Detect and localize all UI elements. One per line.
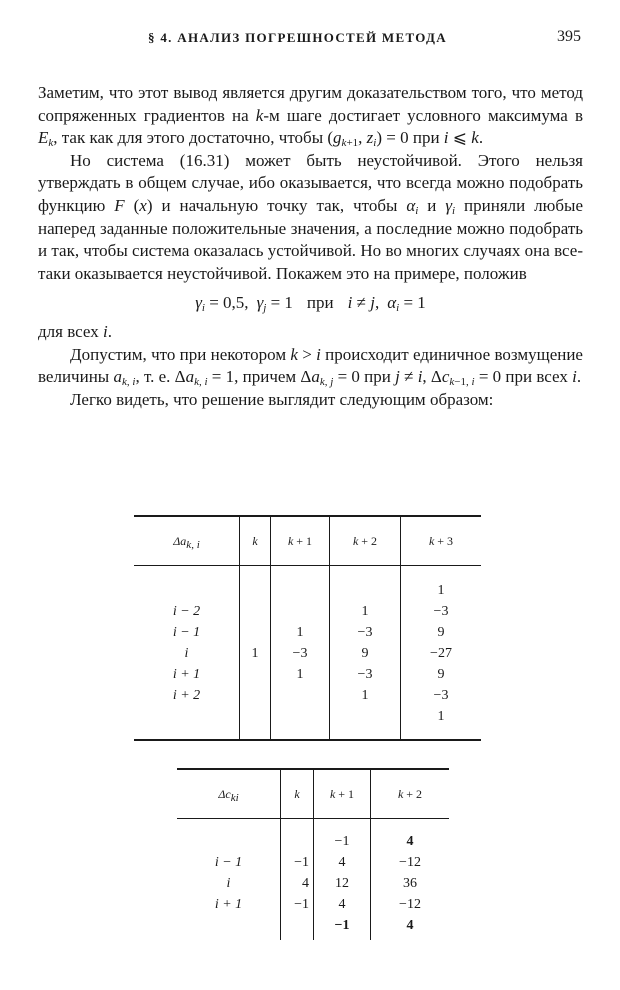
column-index bbox=[134, 566, 240, 741]
column-k bbox=[240, 566, 271, 741]
table-cell bbox=[240, 685, 270, 706]
table-cell: 1 bbox=[296, 625, 304, 640]
header-cell: k + 1 bbox=[271, 516, 330, 566]
table-cell: −12 bbox=[399, 897, 421, 912]
table-cell bbox=[177, 915, 280, 936]
column-k3 bbox=[401, 566, 482, 741]
table-cell: i bbox=[226, 876, 231, 891]
table-cell bbox=[134, 706, 239, 727]
table-cell bbox=[281, 831, 309, 852]
table-cell bbox=[240, 622, 270, 643]
table-cell bbox=[240, 580, 270, 601]
table-cell: 4 bbox=[406, 834, 414, 849]
table-cell: i + 1 bbox=[172, 667, 201, 682]
column-k bbox=[281, 819, 314, 941]
table-cell: −1 bbox=[294, 855, 309, 870]
table-cell: −1 bbox=[334, 834, 350, 849]
header-cell: k + 1 bbox=[314, 769, 371, 819]
header-cell: k + 2 bbox=[330, 516, 401, 566]
header-cell: k + 2 bbox=[371, 769, 450, 819]
table-cell: 1 bbox=[437, 583, 445, 598]
table-cell: 1 bbox=[251, 646, 259, 661]
table-cell bbox=[177, 831, 280, 852]
table-cell: i − 2 bbox=[172, 604, 201, 619]
table-cell bbox=[281, 915, 309, 936]
table-cell: −3 bbox=[357, 667, 373, 682]
page-number: 395 bbox=[557, 28, 581, 45]
table-cell: i + 2 bbox=[172, 688, 201, 703]
table-cell: 4 bbox=[338, 897, 346, 912]
running-header bbox=[38, 30, 583, 54]
table-cell: −27 bbox=[430, 646, 452, 661]
paragraph-2: Но система (16.31) может быть неустойчивой. Этого нельзя утверждать в общем случае, ибо оказывается, что всегда можно подобрать функцию F (x) и начальную точку так, чтобы $\alpha_i$ и $\gamma_i$ приняли любые наперед заданные положительные значения, а последние можно подобрать и так, чтобы система оказалась устойчивой. Но во многих случаях она все-таки оказывается неустойчивой. Покажем это на примере, положив bbox=[38, 150, 583, 283]
column-k2 bbox=[371, 819, 450, 941]
table-cell bbox=[330, 580, 400, 601]
header-cell: $\Delta c_{ki}$ bbox=[218, 786, 239, 804]
section-title: § 4. АНАЛИЗ ПОГРЕШНОСТЕЙ МЕТОДА bbox=[148, 30, 447, 45]
table-cell: i bbox=[184, 646, 189, 661]
table-cell: 4 bbox=[406, 918, 414, 933]
table-cell: −1 bbox=[294, 897, 309, 912]
header-cell: k bbox=[240, 516, 271, 566]
table-cell: 1 bbox=[361, 688, 369, 703]
table-cell bbox=[240, 601, 270, 622]
header-cell: $\Delta a_{k, i}$ bbox=[173, 533, 200, 551]
table-cell bbox=[271, 706, 329, 727]
table-cell: 36 bbox=[403, 876, 417, 891]
table-cell bbox=[271, 685, 329, 706]
table-cell: −3 bbox=[433, 688, 449, 703]
display-formula: $\gamma_i = 0,5$, $\gamma_j = 1$ при i ≠ j, $\alpha_i = 1$ bbox=[195, 293, 426, 315]
table-cell: −3 bbox=[357, 625, 373, 640]
table-cell: −12 bbox=[399, 855, 421, 870]
paragraph-1: Заметим, что этот вывод является другим доказательством того, что метод сопряженных градиентов на k-м шаге достигает условного максимума в $E_k$, так как для этого достаточно, чтобы ($g_{k+1}$, $z_i) = 0$ при i ⩽ k. bbox=[38, 83, 583, 150]
table-cell bbox=[134, 580, 239, 601]
table-cell: 1 bbox=[296, 667, 304, 682]
column-k1 bbox=[314, 819, 371, 941]
table-cell: 1 bbox=[437, 709, 445, 724]
table-cell bbox=[271, 580, 329, 601]
table-cell: 1 bbox=[361, 604, 369, 619]
paragraph-3: для всех i. bbox=[38, 321, 112, 341]
paragraph-5: Легко видеть, что решение выглядит следующим образом: bbox=[70, 389, 494, 409]
table-cell: i − 1 bbox=[214, 855, 243, 870]
column-k2 bbox=[330, 566, 401, 741]
table-cell: 12 bbox=[335, 876, 349, 891]
table-cell: 9 bbox=[437, 625, 445, 640]
table-cell: 9 bbox=[361, 646, 369, 661]
table-cell: i + 1 bbox=[214, 897, 243, 912]
table-cell: 4 bbox=[302, 876, 309, 891]
table-cell: i − 1 bbox=[172, 625, 201, 640]
body-text bbox=[38, 82, 583, 411]
table-cell: 9 bbox=[437, 667, 445, 682]
table-cell bbox=[240, 706, 270, 727]
table-cell bbox=[330, 706, 400, 727]
column-k1 bbox=[271, 566, 330, 741]
table-cell: 4 bbox=[338, 855, 346, 870]
delta-a-table bbox=[134, 515, 481, 741]
paragraph-4: Допустим, что при некотором k > i происходит единичное возмущение величины $a_{k, i}$, т. е. $\Delta a_{k, i} = 1$, причем $\Delta a_{k, j} = 0$ при j ≠ i, $\Delta c_{k-1, i} = 0$ при всех i. bbox=[38, 344, 583, 389]
table-cell: −1 bbox=[334, 918, 350, 933]
delta-c-table bbox=[177, 768, 449, 940]
column-index bbox=[177, 819, 281, 941]
header-cell: k bbox=[281, 769, 314, 819]
table-cell: −3 bbox=[292, 646, 308, 661]
table-cell: −3 bbox=[433, 604, 449, 619]
table-cell bbox=[271, 601, 329, 622]
header-cell: k + 3 bbox=[401, 516, 482, 566]
table-cell bbox=[240, 664, 270, 685]
